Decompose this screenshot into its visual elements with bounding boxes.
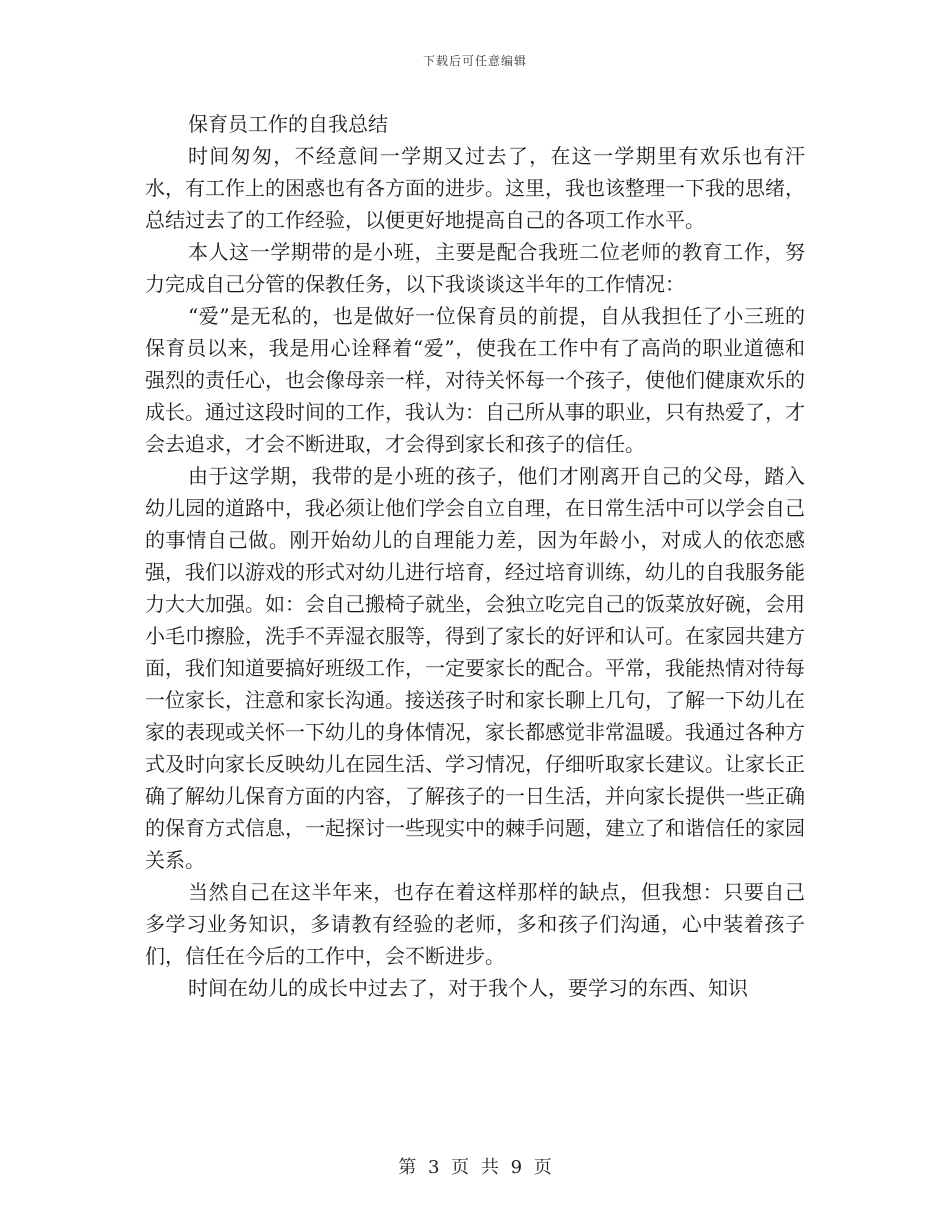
document-title: 保育员工作的自我总结 xyxy=(188,112,388,136)
paragraph: 由于这学期，我带的是小班的孩子，他们才刚离开自己的父母，踏入幼儿园的道路中，我必须让他们学会自立自理，在日常生活中可以学会自己的事情自己做。刚开始幼儿的自理能力差，因为年龄小，对成人的依恋感强，我们以游戏的形式对幼儿进行培育，经过培育训练，幼儿的自我服务能力大大加强。如：会自己搬椅子就坐，会独立吃完自己的饭菜放好碗，会用小毛巾擦脸，洗手不弄湿衣服等，得到了家长的好评和认可。在家园共建方面，我们知道要搞好班级工作，一定要家长的配合。平常，我能热情对待每一位家长，注意和家长沟通。接送孩子时和家长聊上几句，了解一下幼儿在家的表现或关怀一下幼儿的身体情况，家长都感觉非常温暖。我通过各种方式及时向家长反映幼儿在园生活、学习情况，仔细听取家长建议。让家长正确了解幼儿保育方面的内容，了解孩子的一日生活，并向家长提供一些正确的保育方式信息，一起探讨一些现实中的棘手问题，建立了和谐信任的家园关系。 xyxy=(145,464,805,872)
paragraph: 当然自己在这半年来，也存在着这样那样的缺点，但我想：只要自己多学习业务知识，多请教有经验的老师，多和孩子们沟通，心中装着孩子们，信任在今后的工作中，会不断进步。 xyxy=(145,880,805,968)
paragraph: “爱”是无私的，也是做好一位保育员的前提，自从我担任了小三班的保育员以来，我是用心诠释着“爱”，使我在工作中有了高尚的职业道德和强烈的责任心，也会像母亲一样，对待关怀每一个孩子，使他们健康欢乐的成长。通过这段时间的工作，我认为：自己所从事的职业，只有热爱了，才会去追求，才会不断进取，才会得到家长和孩子的信任。 xyxy=(145,304,805,456)
page-number-footer: 第 3 页 共 9 页 xyxy=(398,1157,552,1178)
page-header-note: 下载后可任意编辑 xyxy=(422,54,527,68)
paragraph: 本人这一学期带的是小班，主要是配合我班二位老师的教育工作，努力完成自己分管的保教任务，以下我谈谈这半年的工作情况： xyxy=(145,240,805,296)
paragraph: 时间匆匆，不经意间一学期又过去了，在这一学期里有欢乐也有汗水，有工作上的困惑也有各方面的进步。这里，我也该整理一下我的思绪，总结过去了的工作经验，以便更好地提高自己的各项工作水平。 xyxy=(145,144,805,232)
document-body xyxy=(145,108,805,1004)
paragraph: 时间在幼儿的成长中过去了，对于我个人，要学习的东西、知识 xyxy=(188,976,748,1000)
